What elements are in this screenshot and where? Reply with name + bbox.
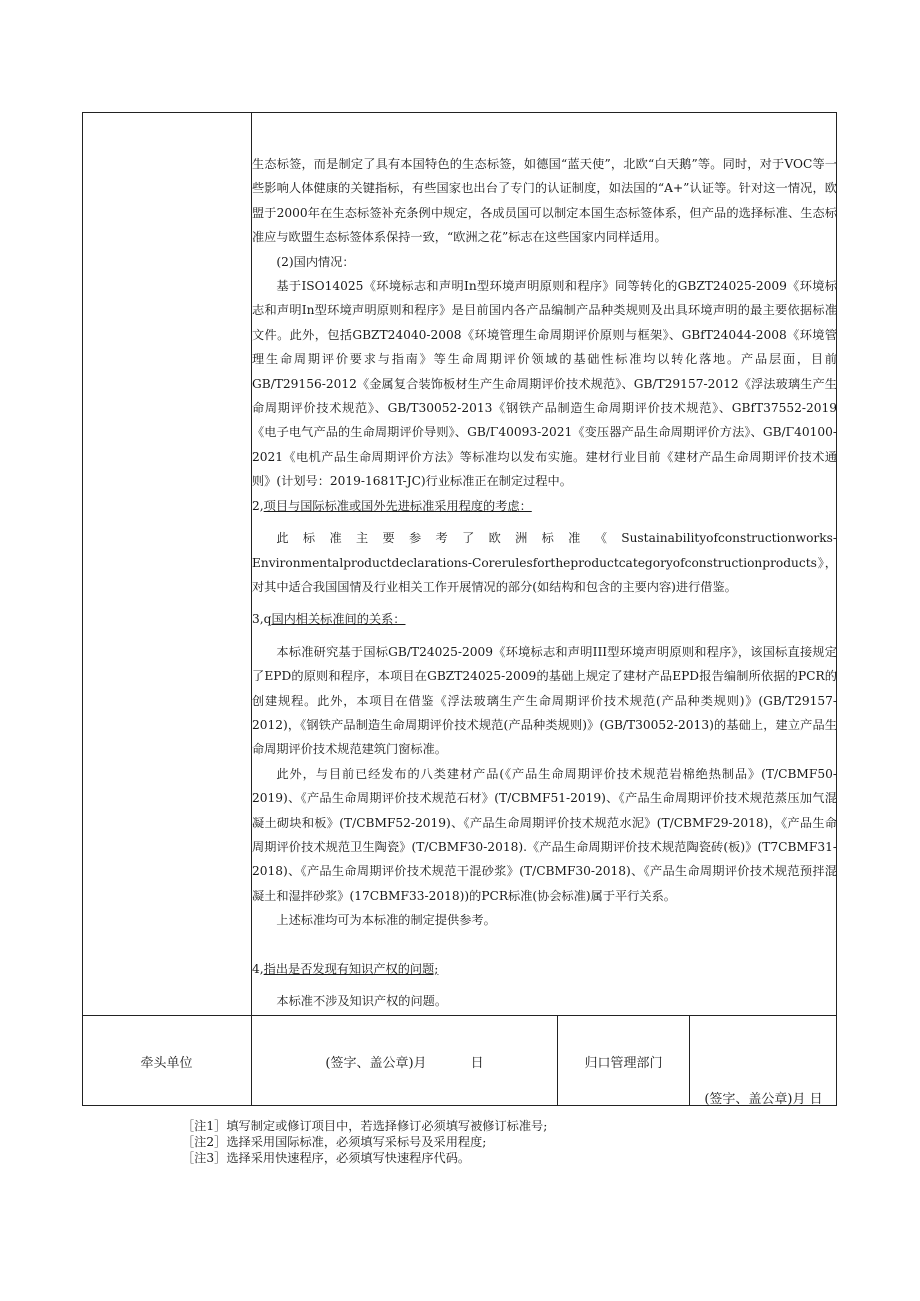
footnote-3: ［注3］选择采用快速程序，必须填写快速程序代码。	[182, 1151, 471, 1165]
section-2-title: 项目与国际标准或国外先进标准采用程度的考虑：	[263, 498, 532, 513]
lead-unit-label: 牵头单位	[140, 1056, 193, 1071]
footnote-2: ［注2］选择采用国际标准，必须填写采标号及采用程度;	[182, 1135, 487, 1149]
footnote-1: ［注1］填写制定或修订项目中，若选择修订必须填写被修订标准号;	[182, 1119, 548, 1133]
day-label: 日	[470, 1056, 484, 1071]
section-3-title: 国内相关标准间的关系：	[271, 612, 406, 627]
management-dept-signature: (签字、盖公章)月 日	[704, 1092, 823, 1107]
paragraph-european-ref-line1: 此标准主要参考了欧洲标准《Sustainabilityofconstructionworks-	[276, 531, 837, 546]
lead-unit-signature	[252, 1052, 557, 1071]
paragraph-parallel-standards: 此外，与目前已经发布的八类建材产品(《产品生命周期评价技术规范岩棉绝热制品》(T/CBMF50-2019)、《产品生命周期评价技术规范石材》(T/CBMF51-2019)、《产品生命周期评价技术规范蒸压加气混凝土砌块和板》(T/CBMF52-2019)、《产品生命周期评价技术规范水泥》(T/CBMF29-2018)，《产品生命周期评价技术规范卫生陶瓷》(T/CBMF30-2018).《产品生命周期评价技术规范陶瓷砖(板)》(T7CBMF31-2018)、《产品生命周期评价技术规范干混砂浆》(T/CBMF30-2018)、《产品生命周期评价技术规范预拌混凝土和湿拌砂浆》(17CBMF33-2018))的PCR标准(协会标准)属于平行关系。	[252, 766, 837, 903]
paragraph-national-relation: 本标准研究基于国标GB/T24025-2009《环境标志和声明III型环境声明原则和程序》，该国标直接规定了EPD的原则和程序，本项目在GBZT24025-2009的基础上规定了建材产品EPD报告编制所依据的PCR的创建规程。此外，本项目在借鉴《浮法玻璃生产生命周期评价技术规范(产品种类规则)》(GB/T29157-2012)，《钢铁产品制造生命周期评价技术规范(产品种类规则)》(GB/T30052-2013)的基础上，建立产品生命周期评价技术规范建筑门窗标准。	[252, 644, 837, 757]
section-2-heading	[252, 494, 837, 518]
paragraph-ip-statement: 本标准不涉及知识产权的问题。	[276, 994, 448, 1008]
paragraph-domestic-heading: (2)国内情况：	[276, 254, 355, 269]
section-4-title: 指出是否发现有知识产权的问题;	[263, 961, 439, 976]
table-body-text	[252, 152, 837, 1013]
table-divider-bottom-row	[82, 1015, 837, 1016]
sign-seal-month-label: (签字、盖公章)月	[325, 1056, 427, 1071]
section-4-number: 4,	[252, 961, 264, 976]
section-2-number: 2,	[252, 498, 264, 513]
paragraph-european-ref-rest: Environmentalproductdeclarations-Corerulesfortheproductcategoryofconstructionproducts》，对其中适合我国国情及行业相关工作开展情况的部分(如结构和包含的主要内容)进行借鉴。	[252, 555, 837, 594]
section-3-number: 3,q	[252, 612, 272, 627]
management-dept-label: 归口管理部门	[584, 1056, 663, 1071]
section-3-heading	[252, 607, 837, 631]
paragraph-domestic-standards: 基于ISO14025《环境标志和声明In型环境声明原则和程序》同等转化的GBZT24025-2009《环境标志和声明In型环境声明原则和程序》是目前国内各产品编制产品种类规则及出具环境声明的最主要依据标准文件。此外，包括GBZT24040-2008《环境管理生命周期评价原则与框架》、GBfT24044-2008《环境管理生命周期评价要求与指南》等生命周期评价领域的基础性标准均以转化落地。产品层面，目前GB/T29156-2012《金属复合装饰板材生产生命周期评价技术规范》、GB/T29157-2012《浮法玻璃生产生命周期评价技术规范》、GB/T30052-2013《钢铁产品制造生命周期评价技术规范》、GBfT37552-2019《电子电气产品的生命周期评价导则》、GB∕Γ40093-2021《变压器产品生命周期评价方法》、GB∕Γ40100-2021《电机产品生命周期评价方法》等标准均以发布实施。建材行业目前《建材产品生命周期评价技术通则》(计划号：2019-1681T-JC)行业标准正在制定过程中。	[252, 279, 837, 489]
footnotes	[182, 1118, 547, 1166]
paragraph-eco-labels: 生态标签，而是制定了具有本国特色的生态标签，如德国“蓝天使”，北欧“白天鹅”等。同时，对于VOC等一些影响人体健康的关键指标，有些国家也出台了专门的认证制度，如法国的“A+”认证等。针对这一情况，欧盟于2000年在生态标签补充条例中规定，各成员国可以制定本国生态标签体系，但产品的选择标准、生态标准应与欧盟生态标签体系保持一致，“欧洲之花”标志在这些国家内同样适用。	[252, 157, 837, 245]
paragraph-reference-note: 上述标准均可为本标准的制定提供参考。	[276, 913, 496, 928]
section-4-heading	[252, 957, 837, 981]
